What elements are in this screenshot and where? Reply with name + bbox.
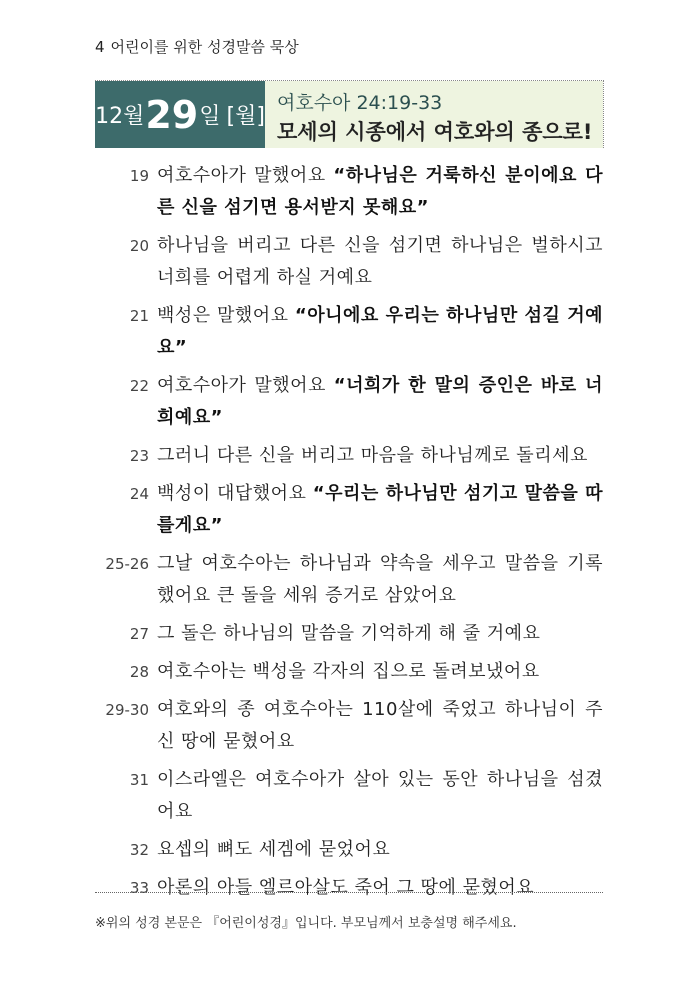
verse-text xyxy=(157,160,603,224)
verse-number: 22 xyxy=(129,377,149,395)
verse-row xyxy=(95,764,603,828)
verse-text xyxy=(157,656,603,688)
verse-text xyxy=(157,230,603,294)
verse-plain-text: 아론의 아들 엘르아살도 죽어 그 땅에 묻혔어요 xyxy=(157,877,535,898)
verse-quote-text: “하나님은 거룩하신 분이에요 다른 신을 섬기면 용서받지 못해요” xyxy=(157,165,603,218)
verse-plain-text: 그러니 다른 신을 버리고 마음을 하나님께로 돌리세요 xyxy=(157,445,588,466)
verse-quote-text: “너희가 한 말의 증인은 바로 너희예요” xyxy=(157,375,603,428)
page-number: 4 xyxy=(95,38,105,56)
scripture-reference: 여호수아 24:19-33 xyxy=(277,92,443,114)
verse-number: 29-30 xyxy=(105,701,149,719)
verse-text xyxy=(157,764,603,828)
verse-number: 23 xyxy=(129,447,149,465)
verse-number: 24 xyxy=(129,485,149,503)
verse-number: 31 xyxy=(129,771,149,789)
verse-number: 19 xyxy=(129,167,149,185)
date-day: 29 xyxy=(145,92,199,137)
verse-plain-text: 그날 여호수아는 하나님과 약속을 세우고 말씀을 기록했어요 큰 돌을 세워 증거로 삼았어요 xyxy=(157,553,603,606)
verse-list xyxy=(95,160,603,910)
verse-row xyxy=(95,834,603,866)
verse-text xyxy=(157,694,603,758)
verse-number: 33 xyxy=(129,879,149,897)
verse-number: 27 xyxy=(129,625,149,643)
date-day-word: 일 xyxy=(199,104,221,129)
verse-row xyxy=(95,872,603,904)
verse-plain-text: 백성은 말했어요 xyxy=(157,305,295,326)
verse-plain-text: 여호수아가 말했어요 xyxy=(157,375,334,396)
verse-row xyxy=(95,370,603,434)
date-month: 12월 xyxy=(95,104,145,129)
title-panel xyxy=(265,81,603,148)
verse-number: 28 xyxy=(129,663,149,681)
verse-text xyxy=(157,440,603,472)
date-badge xyxy=(95,81,265,148)
footnote-divider xyxy=(95,892,603,893)
footnote: ※위의 성경 본문은 『어린이성경』입니다. 부모님께서 보충설명 해주세요. xyxy=(95,916,517,931)
verse-plain-text: 여호와의 종 여호수아는 110살에 죽었고 하나님이 주신 땅에 묻혔어요 xyxy=(157,699,603,752)
devotion-header xyxy=(95,80,604,148)
verse-number: 32 xyxy=(129,841,149,859)
verse-row xyxy=(95,694,603,758)
verse-row xyxy=(95,548,603,612)
verse-row xyxy=(95,160,603,224)
verse-number: 20 xyxy=(129,237,149,255)
verse-row xyxy=(95,618,603,650)
verse-text xyxy=(157,548,603,612)
date-weekday: [월] xyxy=(226,104,265,129)
running-head xyxy=(95,36,299,57)
lesson-title: 모세의 시종에서 여호와의 종으로! xyxy=(277,120,593,144)
verse-number: 21 xyxy=(129,307,149,325)
verse-row xyxy=(95,656,603,688)
verse-number: 25-26 xyxy=(105,555,149,573)
verse-plain-text: 백성이 대답했어요 xyxy=(157,483,313,504)
verse-text xyxy=(157,478,603,542)
verse-text xyxy=(157,300,603,364)
verse-row xyxy=(95,478,603,542)
verse-text xyxy=(157,618,603,650)
verse-plain-text: 이스라엘은 여호수아가 살아 있는 동안 하나님을 섬겼어요 xyxy=(157,769,603,822)
verse-plain-text: 요셉의 뼈도 세겜에 묻었어요 xyxy=(157,839,391,860)
verse-plain-text: 여호수아는 백성을 각자의 집으로 돌려보냈어요 xyxy=(157,661,540,682)
book-title: 어린이를 위한 성경말씀 묵상 xyxy=(110,38,299,56)
verse-text xyxy=(157,872,603,904)
verse-row xyxy=(95,440,603,472)
verse-text xyxy=(157,834,603,866)
verse-text xyxy=(157,370,603,434)
verse-row xyxy=(95,230,603,294)
verse-quote-text: “우리는 하나님만 섬기고 말씀을 따를게요” xyxy=(157,483,604,536)
verse-quote-text: “아니에요 우리는 하나님만 섬길 거예요” xyxy=(157,305,603,358)
verse-row xyxy=(95,300,603,364)
verse-plain-text: 여호수아가 말했어요 xyxy=(157,165,334,186)
verse-plain-text: 하나님을 버리고 다른 신을 섬기면 하나님은 벌하시고 너희를 어렵게 하실 거예요 xyxy=(157,235,603,288)
verse-plain-text: 그 돌은 하나님의 말씀을 기억하게 해 줄 거예요 xyxy=(157,623,541,644)
